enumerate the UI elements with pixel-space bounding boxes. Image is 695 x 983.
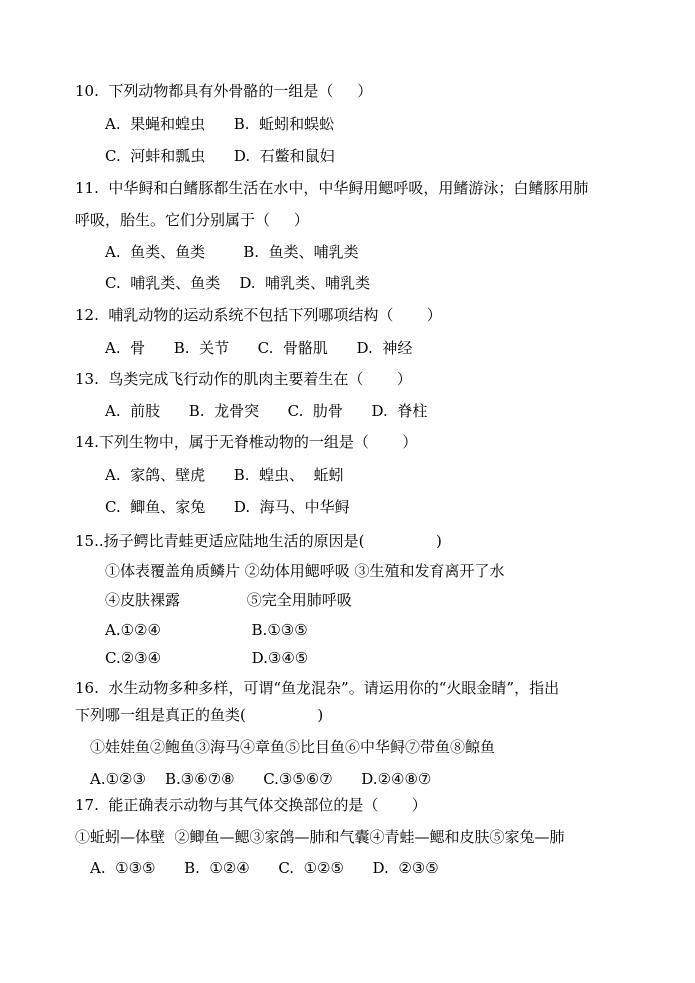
- q15-options-cd: C.②③④ D.③④⑤: [105, 649, 309, 667]
- q10-options-ab: A. 果蝇和蝗虫 B. 蚯蚓和蜈蚣: [105, 115, 335, 133]
- q11-stem-line2: 呼吸，胎生。它们分别属于（ ）: [75, 211, 309, 229]
- q16-statements: ①娃娃鱼②鲍鱼③海马④章鱼⑤比目鱼⑥中华鲟⑦带鱼⑧鲸鱼: [90, 738, 496, 756]
- q13-stem: 13. 鸟类完成飞行动作的肌肉主要着生在（ ）: [75, 370, 412, 388]
- q15-statements-line1: ①体表覆盖角质鳞片 ②幼体用鳃呼吸 ③生殖和发育离开了水: [105, 562, 505, 580]
- q13-options: A. 前肢 B. 龙骨突 C. 肋骨 D. 脊柱: [105, 402, 428, 420]
- q14-options-cd: C. 鲫鱼、家兔 D. 海马、中华鲟: [105, 498, 350, 516]
- q15-statements-line2: ④皮肤裸露 ⑤完全用肺呼吸: [105, 591, 352, 609]
- q16-options: A.①②③ B.③⑥⑦⑧ C.③⑤⑥⑦ D.②④⑧⑦: [90, 770, 432, 788]
- q17-options: A. ①③⑤ B. ①②④ C. ①②⑤ D. ②③⑤: [90, 859, 439, 877]
- q16-stem-line2: 下列哪一组是真正的鱼类( ): [75, 706, 324, 724]
- q11-options-ab: A. 鱼类、鱼类 B. 鱼类、哺乳类: [105, 243, 359, 261]
- q16-stem-line1: 16. 水生动物多种多样，可谓“鱼龙混杂”。请运用你的“火眼金睛”，指出: [75, 679, 560, 697]
- q17-statements: ①蚯蚓—体壁 ②鲫鱼—鳃③家鸽—肺和气囊④青蛙—鳃和皮肤⑤家兔—肺: [75, 828, 565, 846]
- q11-options-cd: C. 哺乳类、鱼类 D. 哺乳类、哺乳类: [105, 274, 371, 292]
- q10-stem: 10. 下列动物都具有外骨骼的一组是（ ）: [75, 82, 373, 100]
- q12-options: A. 骨 B. 关节 C. 骨骼肌 D. 神经: [105, 339, 413, 357]
- q10-options-cd: C. 河蚌和瓢虫 D. 石鳖和鼠妇: [105, 147, 335, 165]
- q11-stem-line1: 11. 中华鲟和白鳍豚都生活在水中，中华鲟用鳃呼吸，用鳍游泳；白鳍豚用肺: [75, 179, 589, 197]
- q14-options-ab: A. 家鸽、壁虎 B. 蝗虫、 蚯蚓: [105, 466, 344, 484]
- q15-stem: 15..扬子鳄比青蛙更适应陆地生活的原因是( ): [75, 532, 442, 550]
- q17-stem: 17. 能正确表示动物与其气体交换部位的是（ ）: [75, 796, 427, 814]
- q14-stem: 14.下列生物中，属于无脊椎动物的一组是（ ）: [75, 433, 418, 451]
- q12-stem: 12. 哺乳动物的运动系统不包括下列哪项结构（ ）: [75, 306, 442, 324]
- q15-options-ab: A.①②④ B.①③⑤: [105, 621, 308, 639]
